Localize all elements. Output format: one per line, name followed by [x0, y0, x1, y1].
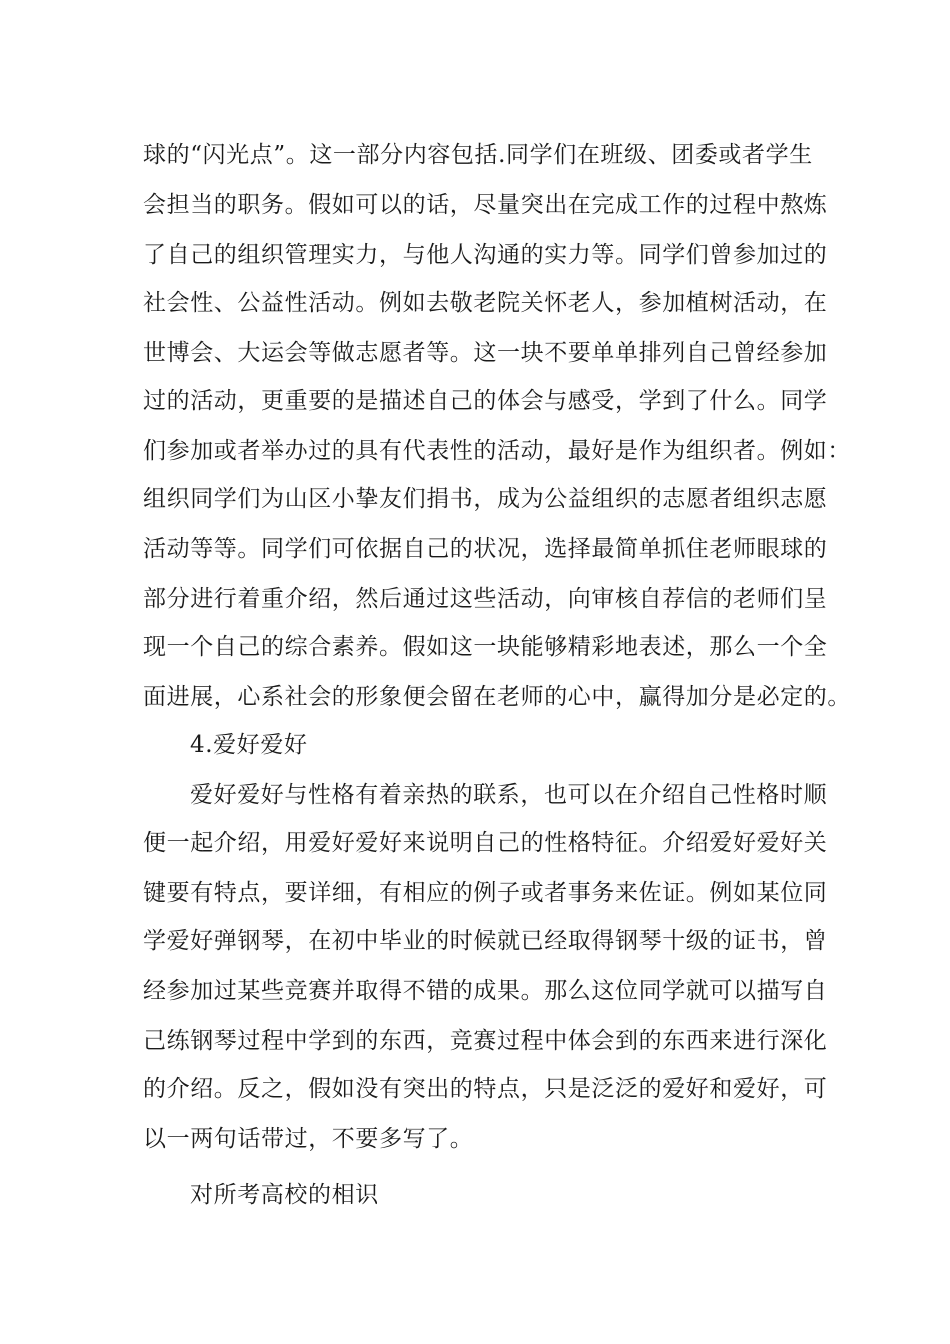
text-line: 的介绍。反之，假如没有突出的特点，只是泛泛的爱好和爱好，可	[143, 1076, 828, 1102]
text-line: 们参加或者举办过的具有代表性的活动，最好是作为组织者。例如：	[143, 438, 851, 464]
text-line: 面进展，心系社会的形象便会留在老师的心中，赢得加分是必定的。	[143, 684, 851, 710]
text-line: 会担当的职务。假如可以的话，尽量突出在完成工作的过程中熬炼	[143, 192, 828, 218]
text-line: 现一个自己的综合素养。假如这一块能够精彩地表述，那么一个全	[143, 634, 828, 660]
text-line: 学爱好弹钢琴，在初中毕业的时候就已经取得钢琴十级的证书，曾	[143, 928, 828, 954]
section-heading: 对所考高校的相识	[190, 1182, 379, 1208]
text-line: 过的活动，更重要的是描述自己的体会与感受，学到了什么。同学	[143, 388, 828, 414]
text-line: 爱好爱好与性格有着亲热的联系，也可以在介绍自己性格时顺	[190, 782, 828, 808]
text-line: 世博会、大运会等做志愿者等。这一块不要单单排列自己曾经参加	[143, 340, 828, 366]
text-line: 活动等等。同学们可依据自己的状况，选择最简单抓住老师眼球的	[143, 536, 828, 562]
text-line: 社会性、公益性活动。例如去敬老院关怀老人，参加植树活动，在	[143, 290, 828, 316]
section-heading: 4.爱好爱好	[190, 732, 308, 758]
text-line: 组织同学们为山区小挚友们捐书，成为公益组织的志愿者组织志愿	[143, 486, 828, 512]
text-line: 球的“闪光点”。这一部分内容包括.同学们在班级、团委或者学生	[143, 142, 813, 168]
text-line: 键要有特点，要详细，有相应的例子或者事务来佐证。例如某位同	[143, 880, 828, 906]
text-line: 以一两句话带过，不要多写了。	[143, 1126, 474, 1152]
text-line: 经参加过某些竞赛并取得不错的成果。那么这位同学就可以描写自	[143, 978, 828, 1004]
text-line: 部分进行着重介绍，然后通过这些活动，向审核自荐信的老师们呈	[143, 586, 828, 612]
text-line: 了自己的组织管理实力，与他人沟通的实力等。同学们曾参加过的	[143, 242, 828, 268]
text-line: 便一起介绍，用爱好爱好来说明自己的性格特征。介绍爱好爱好关	[143, 830, 828, 856]
text-line: 己练钢琴过程中学到的东西，竞赛过程中体会到的东西来进行深化	[143, 1028, 828, 1054]
